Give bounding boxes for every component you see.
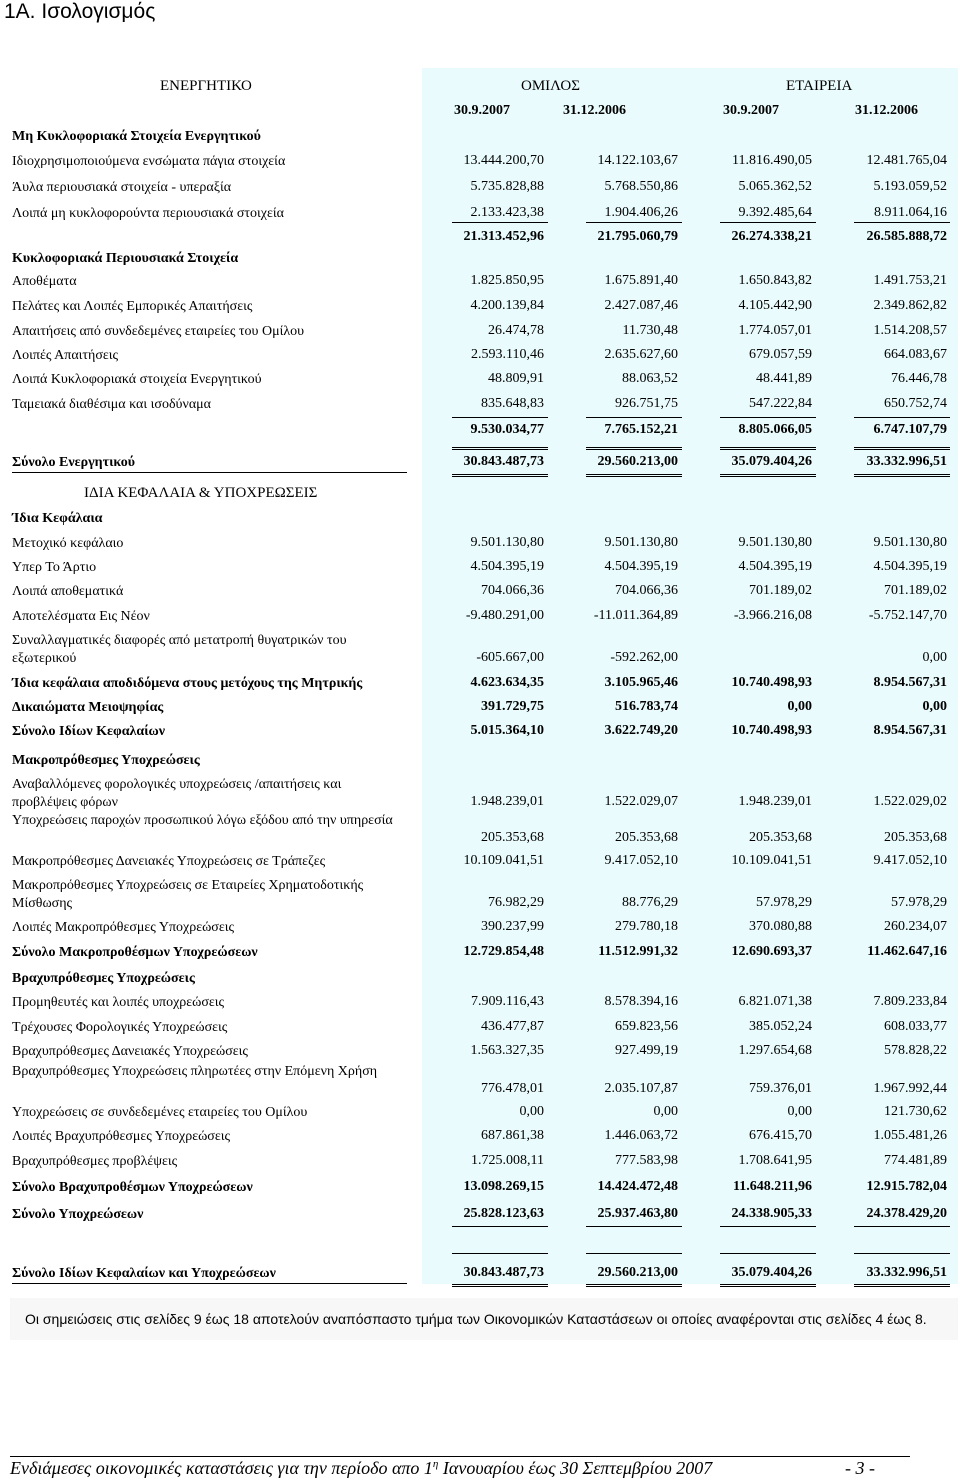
row-value: 547.222,84: [749, 396, 812, 411]
date-company-2006: 31.12.2006: [855, 103, 918, 118]
row-value: 1.650.843,82: [738, 273, 812, 288]
total-rule: [586, 1284, 682, 1287]
row-label: Σύνολο Μακροπροθέσμων Υποχρεώσεων: [12, 945, 258, 960]
row-value: 6.821.071,38: [738, 994, 812, 1009]
row-value: 1.563.327,35: [470, 1043, 544, 1058]
row-label: Απαιτήσεις από συνδεδεμένες εταιρείες του Ομίλου: [12, 324, 305, 339]
company-heading: ΕΤΑΙΡΕΙΑ: [786, 78, 853, 94]
total-rule: [586, 1253, 682, 1254]
row-label: Υποχρεώσεις σε συνδεδεμένες εταιρείες του Ομίλου: [12, 1105, 308, 1120]
row-value: 391.729,75: [481, 699, 544, 714]
row-value: 260.234,07: [884, 919, 947, 934]
row-value: 704.066,36: [615, 583, 678, 598]
row-value: 9.501.130,80: [873, 535, 947, 550]
row-label: Λοιπά αποθεματικά: [12, 584, 124, 599]
row-value: 5.735.828,88: [470, 179, 544, 194]
row-value: 701.189,02: [884, 583, 947, 598]
row-value: 3.622.749,20: [604, 723, 678, 738]
row-label: Τρέχουσες Φορολογικές Υποχρεώσεις: [12, 1020, 228, 1035]
row-value: -11.011.364,89: [593, 608, 678, 623]
row-value: 8.954.567,31: [873, 675, 947, 690]
row-value: 48.441,89: [756, 371, 812, 386]
row-label: Δικαιώματα Μειοψηφίας: [12, 700, 164, 715]
total-rule: [586, 474, 682, 477]
row-label: Μη Κυκλοφοριακά Στοιχεία Ενεργητικού: [12, 129, 261, 144]
total-rule: [854, 1226, 950, 1227]
row-value: 2.635.627,60: [604, 347, 678, 362]
row-value: 8.805.066,05: [738, 422, 812, 437]
row-label: Βραχυπρόθεσμες Υποχρεώσεις: [12, 971, 195, 986]
row-value: 76.446,78: [891, 371, 947, 386]
row-value: 1.708.641,95: [738, 1153, 812, 1168]
total-rule: [452, 1226, 548, 1227]
total-rule: [586, 222, 682, 223]
row-value: 927.499,19: [615, 1043, 678, 1058]
total-rule: [854, 1284, 950, 1287]
row-value: 1.522.029,02: [873, 794, 947, 809]
row-value: 21.313.452,96: [463, 229, 544, 244]
total-rule: [452, 474, 548, 477]
row-label: Σύνολο Ενεργητικού: [12, 455, 136, 470]
row-value: 701.189,02: [749, 583, 812, 598]
total-rule: [720, 1284, 816, 1287]
total-rule: [720, 1226, 816, 1227]
row-value: 26.274.338,21: [731, 229, 812, 244]
row-value: 76.982,29: [488, 895, 544, 910]
row-value: 11.816.490,05: [732, 153, 812, 168]
row-value: 1.675.891,40: [604, 273, 678, 288]
grand-total-rule: [12, 1283, 407, 1284]
row-value: 26.585.888,72: [866, 229, 947, 244]
row-value: 5.015.364,10: [470, 723, 544, 738]
row-value: -5.752.147,70: [868, 608, 947, 623]
row-value: 13.098.269,15: [463, 1179, 544, 1194]
row-value: 12.690.693,37: [731, 944, 812, 959]
row-value: 0,00: [922, 699, 947, 714]
row-label: Βραχυπρόθεσμες Υποχρεώσεις πληρωτέες στην Επόμενη Χρήση: [12, 1064, 378, 1079]
row-value: 12.481.765,04: [866, 153, 947, 168]
total-assets-rule: [12, 472, 407, 473]
row-label: Βραχυπρόθεσμες προβλέψεις: [12, 1154, 178, 1169]
row-label: Ίδια Κεφάλαια: [12, 511, 103, 526]
row-value: 205.353,68: [884, 830, 947, 845]
total-rule: [452, 417, 548, 418]
row-value: 0,00: [787, 699, 812, 714]
row-value: 1.948.239,01: [470, 794, 544, 809]
row-value: -592.262,00: [610, 650, 678, 665]
row-value: 9.501.130,80: [470, 535, 544, 550]
row-value: 9.417.052,10: [604, 853, 678, 868]
row-label: Προμηθευτές και λοιπές υποχρεώσεις: [12, 995, 225, 1010]
row-value: 33.332.996,51: [866, 1265, 947, 1280]
row-value: 35.079.404,26: [731, 454, 812, 469]
row-value: 121.730,62: [884, 1104, 947, 1119]
row-label: Αποτελέσματα Εις Νέον: [12, 609, 150, 624]
row-value: 205.353,68: [749, 830, 812, 845]
row-value: 26.474,78: [488, 323, 544, 338]
total-rule: [854, 417, 950, 418]
row-label: Συναλλαγματικές διαφορές από μετατροπή θυγατρικών του εξωτερικού: [12, 633, 347, 666]
row-value: 0,00: [519, 1104, 544, 1119]
row-label: Αποθέματα: [12, 274, 77, 289]
row-value: 516.783,74: [615, 699, 678, 714]
row-value: 578.828,22: [884, 1043, 947, 1058]
row-value: 835.648,83: [481, 396, 544, 411]
row-label: Ταμειακά διαθέσιμα και ισοδύναμα: [12, 397, 211, 412]
row-value: 774.481,89: [884, 1153, 947, 1168]
row-value: 1.948.239,01: [738, 794, 812, 809]
row-value: 14.424.472,48: [597, 1179, 678, 1194]
row-value: 57.978,29: [891, 895, 947, 910]
row-value: 4.105.442,90: [738, 298, 812, 313]
total-rule: [854, 474, 950, 477]
row-value: 4.623.634,35: [470, 675, 544, 690]
footer-text-main: Ενδιάμεσες οικονομικές καταστάσεις για την περίοδο απο 1: [10, 1458, 433, 1478]
row-label: Αναβαλλόμενες φορολογικές υποχρεώσεις /απαιτήσεις και προβλέψεις φόρων: [12, 777, 342, 810]
total-rule: [854, 222, 950, 223]
row-value: 1.514.208,57: [873, 323, 947, 338]
row-value: 1.491.753,21: [873, 273, 947, 288]
row-label: Μακροπρόθεσμες Δανειακές Υποχρεώσεις σε Τράπεζες: [12, 854, 326, 869]
row-value: 10.740.498,93: [731, 723, 812, 738]
row-value: 10.740.498,93: [731, 675, 812, 690]
row-value: 1.446.063,72: [604, 1128, 678, 1143]
row-value: 2.349.862,82: [873, 298, 947, 313]
row-value: 10.109.041,51: [463, 853, 544, 868]
row-value: 30.843.487,73: [463, 454, 544, 469]
page-number: - 3 -: [845, 1458, 875, 1478]
row-value: 5.768.550,86: [604, 179, 678, 194]
row-value: 704.066,36: [481, 583, 544, 598]
row-label: Λοιπά μη κυκλοφορούντα περιουσιακά στοιχεία: [12, 206, 284, 221]
row-value: 29.560.213,00: [597, 1265, 678, 1280]
row-value: 1.725.008,11: [471, 1153, 544, 1168]
row-label: Υποχρεώσεις παροχών προσωπικού λόγω εξόδου από την υπηρεσία: [12, 813, 393, 828]
row-value: 390.237,99: [481, 919, 544, 934]
row-label: Βραχυπρόθεσμες Δανειακές Υποχρεώσεις: [12, 1044, 248, 1059]
row-value: 777.583,98: [615, 1153, 678, 1168]
row-value: 6.747.107,79: [873, 422, 947, 437]
row-value: 3.105.965,46: [604, 675, 678, 690]
row-value: 659.823,56: [615, 1019, 678, 1034]
row-value: 4.200.139,84: [470, 298, 544, 313]
row-value: 0,00: [653, 1104, 678, 1119]
row-value: 11.512.991,32: [598, 944, 678, 959]
row-label: Σύνολο Ιδίων Κεφαλαίων: [12, 724, 166, 739]
row-value: 11.648.211,96: [733, 1179, 812, 1194]
row-value: 687.861,38: [481, 1128, 544, 1143]
row-label: Σύνολο Ιδίων Κεφαλαίων και Υποχρεώσεων: [12, 1266, 276, 1281]
row-value: 11.730,48: [622, 323, 678, 338]
total-rule: [854, 1253, 950, 1254]
row-value: 35.079.404,26: [731, 1265, 812, 1280]
total-rule: [452, 1284, 548, 1287]
row-value: 9.501.130,80: [738, 535, 812, 550]
group-heading: ΟΜΙΛΟΣ: [521, 78, 580, 94]
row-value: 48.809,91: [488, 371, 544, 386]
row-value: 24.338.905,33: [731, 1206, 812, 1221]
total-rule: [720, 447, 816, 450]
row-value: 11.462.647,16: [867, 944, 947, 959]
row-value: 13.444.200,70: [463, 153, 544, 168]
row-label: Άυλα περιουσιακά στοιχεία - υπεραξία: [12, 180, 232, 195]
row-value: 205.353,68: [481, 830, 544, 845]
row-value: 33.332.996,51: [866, 454, 947, 469]
row-value: -3.966.216,08: [733, 608, 812, 623]
total-rule: [452, 222, 548, 223]
row-value: 88.776,29: [622, 895, 678, 910]
row-value: 0,00: [922, 650, 947, 665]
row-value: 7.909.116,43: [471, 994, 544, 1009]
row-value: 2.593.110,46: [471, 347, 544, 362]
row-value: 370.080,88: [749, 919, 812, 934]
row-value: 7.765.152,21: [604, 422, 678, 437]
row-value: 24.378.429,20: [866, 1206, 947, 1221]
row-value: 8.911.064,16: [874, 205, 947, 220]
date-group-2007: 30.9.2007: [454, 103, 510, 118]
row-value: 25.828.123,63: [463, 1206, 544, 1221]
row-label: Σύνολο Υποχρεώσεων: [12, 1207, 144, 1222]
row-value: 676.415,70: [749, 1128, 812, 1143]
page-title: 1Α. Ισολογισμός: [4, 0, 156, 23]
row-value: 9.530.034,77: [470, 422, 544, 437]
row-value: 679.057,59: [749, 347, 812, 362]
row-value: 12.915.782,04: [866, 1179, 947, 1194]
row-value: 1.297.654,68: [738, 1043, 812, 1058]
row-value: 8.578.394,16: [604, 994, 678, 1009]
row-value: 57.978,29: [756, 895, 812, 910]
row-value: 2.133.423,38: [470, 205, 544, 220]
row-label: Ιδιοχρησιμοποιούμενα ενσώματα πάγια στοιχεία: [12, 154, 286, 169]
date-company-2007: 30.9.2007: [723, 103, 779, 118]
row-value: -9.480.291,00: [465, 608, 544, 623]
row-value: 5.065.362,52: [738, 179, 812, 194]
row-value: 436.477,87: [481, 1019, 544, 1034]
row-value: 5.193.059,52: [873, 179, 947, 194]
total-rule: [720, 222, 816, 223]
row-value: 7.809.233,84: [873, 994, 947, 1009]
row-value: 1.825.850,95: [470, 273, 544, 288]
row-value: 1.522.029,07: [604, 794, 678, 809]
footnote: Οι σημειώσεις στις σελίδες 9 έως 18 αποτελούν αναπόσπαστο τμήμα των Οικονομικών Καταστάσεων οι οποίες αναφέρονται στις σελίδες 4 έως 8.: [25, 1311, 927, 1327]
row-value: 664.083,67: [884, 347, 947, 362]
row-label: Λοιπές Μακροπρόθεσμες Υποχρεώσεις: [12, 920, 235, 935]
row-value: 88.063,52: [622, 371, 678, 386]
row-value: 2.035.107,87: [604, 1081, 678, 1096]
row-label: Λοιπές Απαιτήσεις: [12, 348, 119, 363]
equity-liabilities-heading: ΙΔΙΑ ΚΕΦΑΛΑΙΑ & ΥΠΟΧΡΕΩΣΕΙΣ: [84, 485, 318, 501]
row-label: Λοιπές Βραχυπρόθεσμες Υποχρεώσεις: [12, 1129, 231, 1144]
row-value: 650.752,74: [884, 396, 947, 411]
row-value: 9.417.052,10: [873, 853, 947, 868]
row-value: 4.504.395,19: [873, 559, 947, 574]
row-label: Λοιπά Κυκλοφοριακά στοιχεία Ενεργητικού: [12, 372, 262, 387]
row-value: 4.504.395,19: [604, 559, 678, 574]
footer-sup: η: [432, 1458, 439, 1470]
date-group-2006: 31.12.2006: [563, 103, 626, 118]
row-label: Μακροπρόθεσμες Υποχρεώσεις σε Εταιρείες Χρηματοδοτικής Μίσθωσης: [12, 878, 364, 911]
row-label: Κυκλοφοριακά Περιουσιακά Στοιχεία: [12, 251, 239, 266]
row-value: 0,00: [787, 1104, 812, 1119]
row-value: 1.774.057,01: [738, 323, 812, 338]
row-value: 385.052,24: [749, 1019, 812, 1034]
row-value: 29.560.213,00: [597, 454, 678, 469]
total-rule: [586, 1226, 682, 1227]
row-value: -605.667,00: [476, 650, 544, 665]
total-rule: [854, 447, 950, 450]
row-label: Μετοχικό κεφάλαιο: [12, 536, 124, 551]
row-value: 14.122.103,67: [597, 153, 678, 168]
row-label: Μακροπρόθεσμες Υποχρεώσεις: [12, 753, 200, 768]
total-rule: [720, 417, 816, 418]
row-value: 1.055.481,26: [873, 1128, 947, 1143]
total-rule: [720, 1253, 816, 1254]
total-rule: [720, 474, 816, 477]
footer-text-rest: Ιανουαρίου έως 30 Σεπτεμβρίου 2007: [438, 1458, 713, 1478]
footer-rule: [10, 1456, 910, 1457]
assets-heading: ΕΝΕΡΓΗΤΙΚΟ: [160, 78, 252, 94]
row-value: 205.353,68: [615, 830, 678, 845]
footer-text: [10, 1458, 712, 1479]
row-label: Σύνολο Βραχυπροθέσμων Υποχρεώσεων: [12, 1180, 253, 1195]
row-value: 12.729.854,48: [463, 944, 544, 959]
row-value: 776.478,01: [481, 1081, 544, 1096]
row-label: Πελάτες και Λοιπές Εμπορικές Απαιτήσεις: [12, 299, 253, 314]
row-value: 1.967.992,44: [873, 1081, 947, 1096]
total-rule: [452, 1253, 548, 1254]
row-value: 4.504.395,19: [470, 559, 544, 574]
total-rule: [586, 447, 682, 450]
total-rule: [452, 447, 548, 450]
row-value: 1.904.406,26: [604, 205, 678, 220]
row-value: 9.501.130,80: [604, 535, 678, 550]
row-value: 926.751,75: [615, 396, 678, 411]
row-value: 279.780,18: [615, 919, 678, 934]
row-value: 30.843.487,73: [463, 1265, 544, 1280]
row-value: 608.033,77: [884, 1019, 947, 1034]
total-rule: [586, 417, 682, 418]
row-value: 759.376,01: [749, 1081, 812, 1096]
row-value: 21.795.060,79: [597, 229, 678, 244]
row-value: 10.109.041,51: [731, 853, 812, 868]
row-value: 4.504.395,19: [738, 559, 812, 574]
row-value: 2.427.087,46: [604, 298, 678, 313]
row-label: Ίδια κεφάλαια αποδιδόμενα στους μετόχους της Μητρικής: [12, 676, 363, 691]
row-value: 9.392.485,64: [738, 205, 812, 220]
row-value: 25.937.463,80: [597, 1206, 678, 1221]
row-value: 8.954.567,31: [873, 723, 947, 738]
row-label: Υπερ Το Άρτιο: [12, 560, 97, 575]
